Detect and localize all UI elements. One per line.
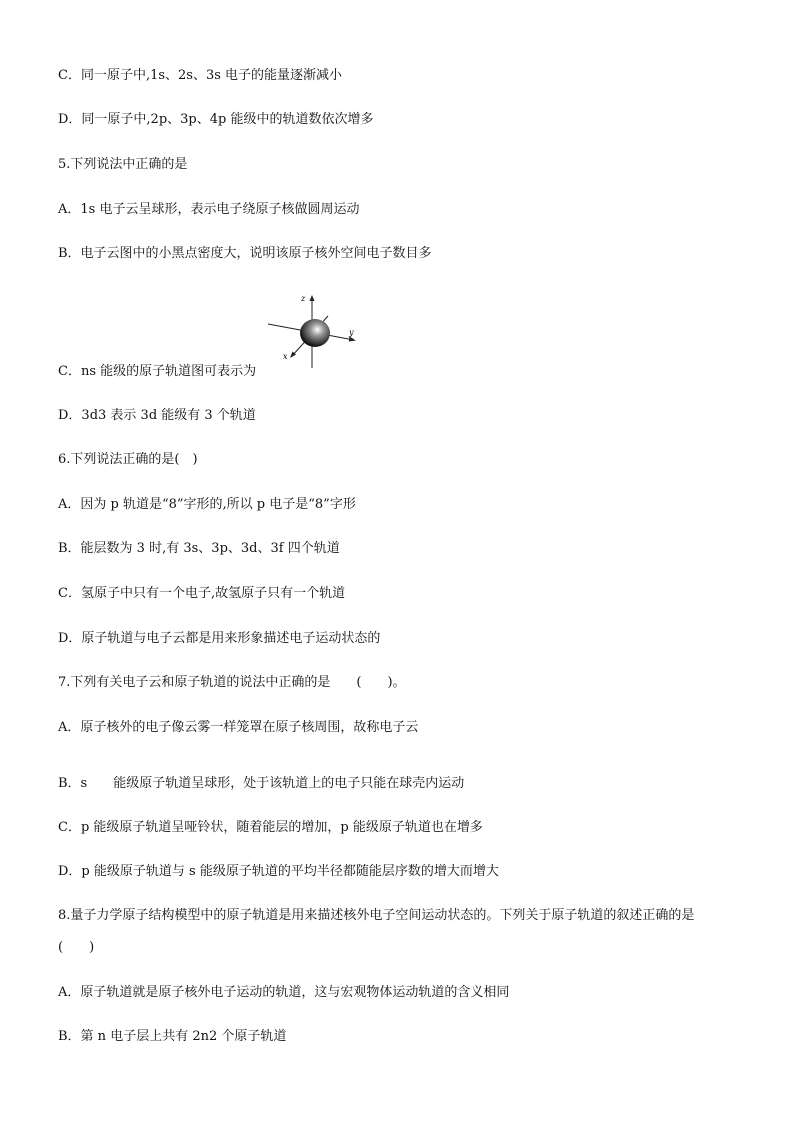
x-axis-label: x: [283, 352, 288, 361]
z-axis-label: z: [301, 294, 306, 303]
question-stem: 7.下列有关电子云和原子轨道的说法中正确的是 ( )。: [58, 675, 406, 690]
question-option: C．ns 能级的原子轨道图可表示为: [58, 364, 257, 379]
question-option: D．原子轨道与电子云都是用来形象描述电子运动状态的: [58, 631, 381, 646]
question-text-line: C．同一原子中,1s、2s、3s 电子的能量逐渐减小: [58, 68, 343, 83]
s-orbital-diagram: [266, 290, 362, 370]
question-text-line: D．同一原子中,2p、3p、4p 能级中的轨道数依次增多: [58, 112, 374, 127]
y-axis-arrow: [349, 337, 356, 342]
question-option: B．能层数为 3 时,有 3s、3p、3d、3f 四个轨道: [58, 541, 340, 556]
question-option: A．1s 电子云呈球形，表示电子绕原子核做圆周运动: [58, 202, 360, 217]
question-option: B．第 n 电子层上共有 2n2 个原子轨道: [58, 1029, 287, 1044]
s-orbital-sphere: [300, 319, 330, 347]
question-option: C．p 能级原子轨道呈哑铃状，随着能层的增加，p 能级原子轨道也在增多: [58, 820, 483, 835]
question-stem: 6.下列说法正确的是( ): [58, 452, 198, 467]
question-option: D．3d3 表示 3d 能级有 3 个轨道: [58, 408, 256, 423]
question-option: D．p 能级原子轨道与 s 能级原子轨道的平均半径都随能层序数的增大而增大: [58, 864, 499, 879]
question-stem: 8.量子力学原子结构模型中的原子轨道是用来描述核外电子空间运动状态的。下列关于原子轨道的叙述正确的是: [58, 908, 695, 923]
answer-blank: ( ): [58, 940, 95, 955]
question-option: A．原子核外的电子像云雾一样笼罩在原子核周围，故称电子云: [58, 720, 419, 735]
question-stem: 5.下列说法中正确的是: [58, 157, 188, 172]
question-option: A．因为 p 轨道是“8”字形的,所以 p 电子是“8”字形: [58, 497, 356, 512]
question-option: B．s 能级原子轨道呈球形，处于该轨道上的电子只能在球壳内运动: [58, 776, 465, 791]
question-option: B．电子云图中的小黑点密度大，说明该原子核外空间电子数目多: [58, 246, 432, 261]
question-option: C．氢原子中只有一个电子,故氢原子只有一个轨道: [58, 586, 346, 601]
question-option: A．原子轨道就是原子核外电子运动的轨道，这与宏观物体运动轨道的含义相同: [58, 985, 510, 1000]
z-axis-arrow: [310, 295, 315, 301]
y-axis-label: y: [349, 328, 354, 337]
